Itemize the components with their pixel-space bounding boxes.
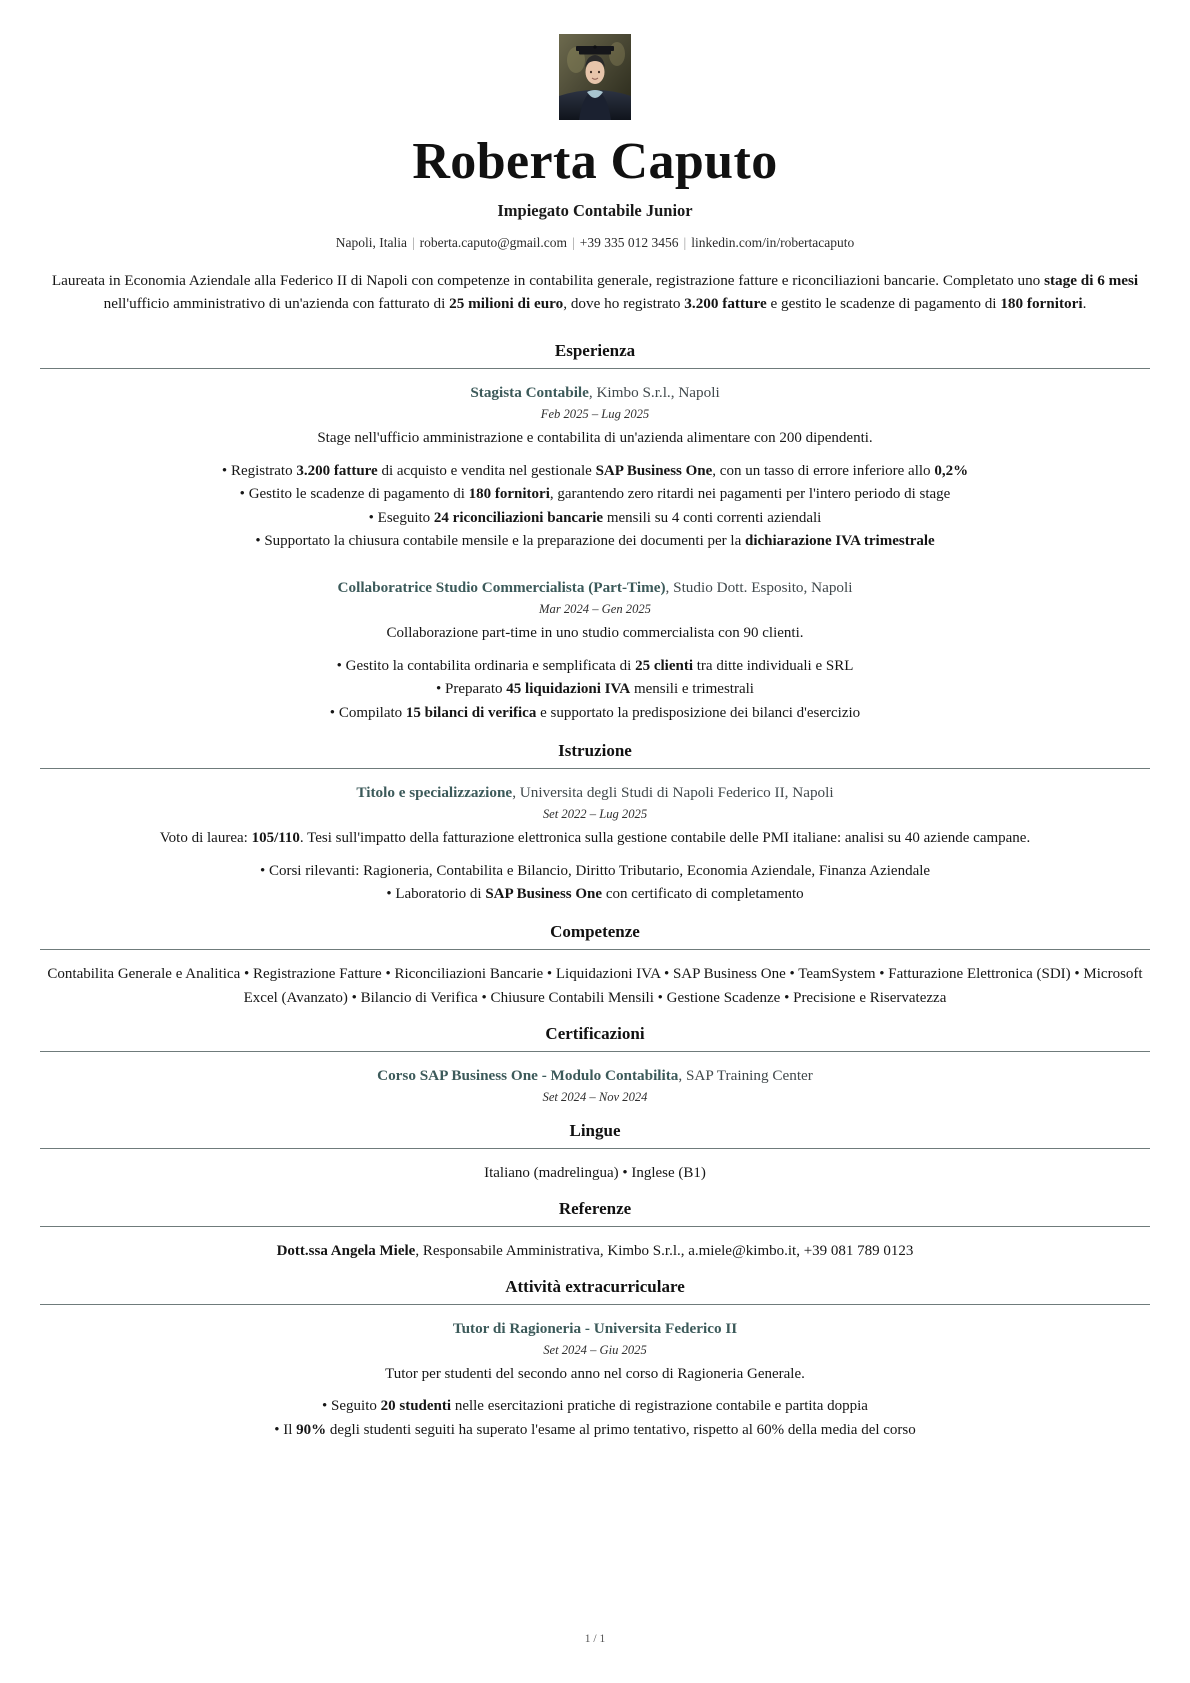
section-heading-lingue: Lingue — [569, 1120, 621, 1140]
entry-bullet-list — [40, 1395, 1150, 1442]
resume-sections — [40, 331, 1150, 1442]
section-heading-referenze: Referenze — [558, 1199, 632, 1219]
body-text: Registrato — [230, 462, 297, 479]
section-heading-istruzione: Istruzione — [558, 741, 632, 761]
entry-description — [40, 827, 1150, 850]
body-text: di acquisto e vendita nel gestionale — [377, 462, 596, 479]
emphasis-text: 180 fornitori — [1000, 295, 1083, 313]
body-text: nelle esercitazioni pratiche di registrazione contabile e partita doppia — [451, 1398, 868, 1415]
bullet-item — [40, 702, 1150, 725]
contact-separator: | — [572, 235, 575, 251]
inline-item-list: Italiano (madrelingua) • Inglese (B1) — [484, 1164, 706, 1181]
contact-separator: | — [683, 235, 687, 251]
entry-heading — [40, 782, 1150, 804]
entry-title: Corso SAP Business One - Modulo Contabilita — [377, 1066, 679, 1084]
section-heading-esperienza: Esperienza — [554, 341, 636, 361]
entry-title: Titolo e specializzazione — [356, 784, 513, 802]
entry-description: Tutor per studenti del secondo anno nel corso di Ragioneria Generale. — [385, 1365, 805, 1382]
page-indicator: 1 / 1 — [584, 1633, 606, 1645]
entry-description: Collaborazione part-time in uno studio commercialista con 90 clienti. — [386, 625, 804, 642]
page-footer — [0, 1633, 1190, 1645]
section-lingue — [40, 1111, 1150, 1185]
profile-summary — [42, 269, 1148, 315]
entry-title: Collaboratrice Studio Commercialista (Part-Time) — [337, 579, 666, 597]
body-text: , dove ho registrato — [563, 295, 685, 313]
entry-title: Stagista Contabile — [470, 384, 589, 402]
page-title: Roberta Caputo — [412, 133, 778, 190]
bullet-item — [40, 1395, 1150, 1418]
body-text: nell'ufficio amministrativo di un'azienda con fatturato di — [103, 295, 450, 313]
emphasis-text: 90% — [296, 1421, 327, 1438]
entry-date-range: Feb 2025 – Lug 2025 — [540, 407, 650, 422]
emphasis-text: 24 riconciliazioni bancarie — [433, 509, 604, 526]
graduation-portrait-photo — [559, 34, 631, 120]
entry-organization: , Kimbo S.r.l., Napoli — [588, 384, 720, 402]
contact-phone[interactable]: +39 335 012 3456 — [579, 235, 679, 251]
body-text: Laureata in Economia Aziendale alla Federico II di Napoli con competenze in contabilita generale, registrazione fatture e riconciliazioni bancarie. Completato uno — [51, 272, 1045, 290]
emphasis-text: 25 milioni di euro — [449, 295, 564, 313]
entry-bullet-list — [40, 460, 1150, 554]
section-certificazioni — [40, 1014, 1150, 1105]
body-text: Corsi rilevanti: Ragioneria, Contabilita e Bilancio, Diritto Tributario, Economia Aziendale, Finanza Aziendale — [268, 862, 931, 879]
emphasis-text: stage di 6 mesi — [1044, 272, 1139, 290]
plain-text-line — [40, 1240, 1150, 1263]
body-text: Laboratorio di — [395, 886, 486, 903]
body-text: Compilato — [338, 704, 406, 721]
section-heading-certificazioni: Certificazioni — [545, 1023, 645, 1043]
section-istruzione — [40, 731, 1150, 906]
entry-date-range: Set 2024 – Giu 2025 — [543, 1342, 647, 1357]
section-divider — [40, 368, 1150, 369]
body-text: Seguito — [331, 1398, 381, 1415]
bullet-item — [40, 678, 1150, 701]
entry-description: Stage nell'ufficio amministrazione e contabilita di un'azienda alimentare con 200 dipendenti. — [317, 430, 873, 447]
entry-date-range: Mar 2024 – Gen 2025 — [539, 602, 651, 617]
emphasis-text: 25 clienti — [635, 657, 693, 674]
emphasis-text: 15 bilanci di verifica — [405, 704, 537, 721]
entry-organization: , SAP Training Center — [678, 1066, 813, 1084]
bullet-item — [40, 460, 1150, 483]
contact-separator: | — [411, 235, 415, 251]
emphasis-text: 3.200 fatture — [684, 295, 767, 313]
contact-linkedin[interactable]: linkedin.com/in/robertacaputo — [691, 235, 855, 251]
body-text: degli studenti seguiti ha superato l'esame al primo tentativo, rispetto al 60% della media del corso — [326, 1421, 916, 1438]
entry-organization: , Studio Dott. Esposito, Napoli — [665, 579, 853, 597]
entry-organization: , Universita degli Studi di Napoli Federico II, Napoli — [512, 784, 834, 802]
body-text: , Responsabile Amministrativa, Kimbo S.r.l., a.miele@kimbo.it, +39 081 789 0123 — [415, 1243, 914, 1260]
entry — [40, 382, 1150, 553]
section-divider — [40, 1304, 1150, 1305]
emphasis-text: dichiarazione IVA trimestrale — [744, 533, 935, 549]
emphasis-text: 105/110 — [251, 830, 300, 847]
body-text: , con un tasso di errore inferiore allo — [712, 462, 935, 479]
body-text: Il — [283, 1421, 297, 1438]
entry — [40, 577, 1150, 725]
body-text: e gestito le scadenze di pagamento di — [766, 295, 1001, 313]
inline-item-list: Contabilita Generale e Analitica • Registrazione Fatture • Riconciliazioni Bancarie • Liquidazioni IVA • SAP Business One • TeamSystem • Fatturazione Elettronica (SDI) • Microsoft Excel (Avanzato) • Bilancio di Verifica • Chiusure Contabili Mensili • Gestione Scadenze • Precisione e Riservatezza — [47, 966, 1143, 1006]
entry-heading — [40, 1318, 1150, 1340]
bullet-item — [40, 655, 1150, 678]
bullet-item — [40, 507, 1150, 530]
body-text: . — [1082, 295, 1087, 313]
section-divider — [40, 1148, 1150, 1149]
profile-photo-container — [40, 34, 1150, 120]
bullet-item — [40, 530, 1150, 553]
body-text: Eseguito — [377, 509, 434, 526]
body-text: mensili su 4 conti correnti aziendali — [603, 509, 822, 526]
entry-date-range: Set 2024 – Nov 2024 — [542, 1089, 648, 1104]
body-text: tra ditte individuali e SRL — [693, 657, 854, 674]
entry-date-range: Set 2022 – Lug 2025 — [542, 807, 648, 822]
emphasis-text: 45 liquidazioni IVA — [506, 681, 631, 698]
section-divider — [40, 1051, 1150, 1052]
contact-location: Napoli, Italia — [335, 235, 407, 251]
contact-line — [40, 235, 1150, 251]
emphasis-text: 180 fornitori — [468, 486, 550, 503]
section-referenze — [40, 1189, 1150, 1263]
section-attivita-extracurriculare — [40, 1267, 1150, 1442]
section-heading-competenze: Competenze — [550, 922, 640, 942]
job-headline: Impiegato Contabile Junior — [497, 201, 693, 221]
contact-email[interactable]: roberta.caputo@gmail.com — [419, 235, 568, 251]
section-competenze — [40, 912, 1150, 1010]
entry — [40, 1065, 1150, 1105]
entry-title: Tutor di Ragioneria - Universita Federico II — [452, 1319, 738, 1337]
entry-heading — [40, 382, 1150, 404]
emphasis-text: 3.200 fatture — [296, 462, 378, 479]
entry-heading — [40, 577, 1150, 599]
section-divider — [40, 768, 1150, 769]
entry-bullet-list — [40, 655, 1150, 725]
emphasis-text: Dott.ssa Angela Miele — [276, 1243, 416, 1260]
bullet-item — [40, 883, 1150, 906]
body-text: , garantendo zero ritardi nei pagamenti per l'intero periodo di stage — [549, 486, 951, 503]
body-text: . Tesi sull'impatto della fatturazione elettronica sulla gestione contabile delle PMI italiane: analisi su 40 aziende campane. — [299, 830, 1031, 847]
bullet-item — [40, 860, 1150, 883]
section-heading-attivita-extracurriculare: Attività extracurriculare — [505, 1276, 685, 1296]
entry-heading — [40, 1065, 1150, 1087]
body-text: mensili e trimestrali — [630, 681, 754, 698]
emphasis-text: SAP Business One — [485, 886, 603, 903]
bullet-item — [40, 483, 1150, 506]
body-text: Gestito la contabilita ordinaria e semplificata di — [345, 657, 636, 674]
section-divider — [40, 1226, 1150, 1227]
body-text: con certificato di completamento — [602, 886, 804, 903]
body-text: Supportato la chiusura contabile mensile e la preparazione dei documenti per la — [264, 533, 745, 549]
emphasis-text: 20 studenti — [380, 1398, 452, 1415]
emphasis-text: 0,2% — [934, 462, 969, 479]
section-divider — [40, 949, 1150, 950]
section-esperienza — [40, 331, 1150, 725]
entry-spacer — [40, 559, 1150, 577]
emphasis-text: SAP Business One — [595, 462, 713, 479]
body-text: e supportato la predisposizione dei bilanci d'esercizio — [536, 704, 861, 721]
bullet-item — [40, 1419, 1150, 1442]
entry-bullet-list — [40, 860, 1150, 907]
entry — [40, 1318, 1150, 1442]
body-text: Preparato — [445, 681, 507, 698]
body-text: Voto di laurea: — [159, 830, 252, 847]
body-text: Gestito le scadenze di pagamento di — [248, 486, 469, 503]
entry — [40, 782, 1150, 906]
